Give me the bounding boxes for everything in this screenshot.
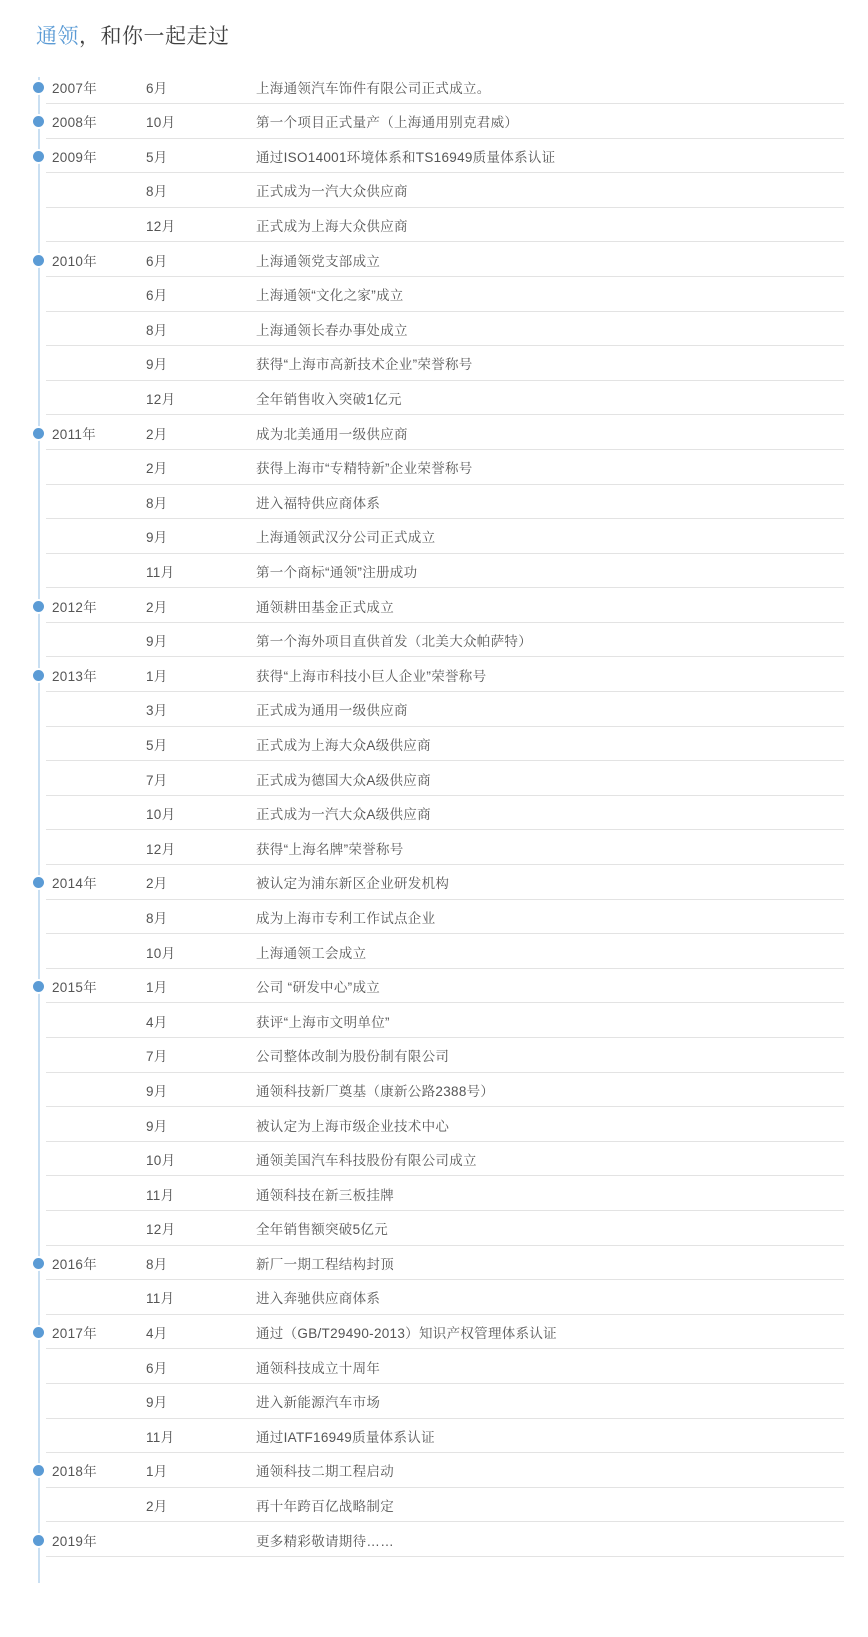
timeline-row	[0, 104, 868, 139]
timeline-row	[0, 692, 868, 727]
timeline-row	[0, 1211, 868, 1246]
timeline-row	[0, 1315, 868, 1350]
timeline-year-label: 2017年	[52, 1326, 98, 1342]
timeline-year-label: 2011年	[52, 426, 97, 442]
timeline-month-label: 6月	[146, 253, 168, 269]
timeline-body	[0, 69, 868, 1557]
timeline-dot-icon	[33, 255, 44, 266]
company-timeline	[0, 69, 868, 1583]
timeline-row	[0, 173, 868, 208]
timeline-event-text: 正式成为上海大众供应商	[256, 219, 408, 235]
timeline-row	[0, 139, 868, 174]
timeline-event-text: 通过IATF16949质量体系认证	[256, 1429, 435, 1445]
timeline-month-label: 6月	[146, 288, 168, 304]
timeline-event-text: 通领科技成立十周年	[256, 1360, 381, 1376]
timeline-event-text: 通领科技新厂奠基（康新公路2388号）	[256, 1083, 495, 1099]
timeline-dot-icon	[33, 428, 44, 439]
timeline-row	[0, 1142, 868, 1177]
timeline-row	[0, 900, 868, 935]
timeline-row	[0, 450, 868, 485]
timeline-event-text: 获得“上海市高新技术企业”荣誉称号	[256, 357, 473, 373]
timeline-month-label: 11月	[146, 1291, 175, 1307]
timeline-event-text: 新厂一期工程结构封顶	[256, 1256, 394, 1272]
timeline-row	[0, 1384, 868, 1419]
timeline-row	[0, 1107, 868, 1142]
timeline-month-label: 10月	[146, 115, 176, 131]
timeline-event-text: 获得“上海名牌”荣誉称号	[256, 841, 404, 857]
timeline-year-group	[0, 865, 868, 969]
timeline-month-label: 9月	[146, 1395, 168, 1411]
timeline-event-text: 正式成为一汽大众A级供应商	[256, 807, 431, 823]
timeline-month-label: 12月	[146, 219, 176, 235]
timeline-month-label: 2月	[146, 599, 168, 615]
timeline-event-text: 成为北美通用一级供应商	[256, 426, 408, 442]
timeline-event-text: 通过ISO14001环境体系和TS16949质量体系认证	[256, 149, 556, 165]
timeline-month-label: 2月	[146, 876, 168, 892]
timeline-row	[0, 1280, 868, 1315]
timeline-month-label: 2月	[146, 461, 168, 477]
timeline-month-label: 10月	[146, 945, 176, 961]
timeline-year-group	[0, 104, 868, 139]
timeline-event-text: 公司 “研发中心”成立	[256, 980, 381, 996]
timeline-event-text: 再十年跨百亿战略制定	[256, 1499, 394, 1515]
timeline-month-label: 9月	[146, 530, 168, 546]
timeline-month-label: 8月	[146, 184, 168, 200]
timeline-event-text: 获得上海市“专精特新”企业荣誉称号	[256, 461, 473, 477]
timeline-event-text: 成为上海市专利工作试点企业	[256, 910, 436, 926]
timeline-year-group	[0, 969, 868, 1246]
timeline-event-text: 上海通领汽车饰件有限公司正式成立。	[256, 80, 491, 96]
timeline-year-group	[0, 1522, 868, 1557]
timeline-month-label: 11月	[146, 1429, 175, 1445]
timeline-dot-icon	[33, 1327, 44, 1338]
timeline-event-text: 正式成为一汽大众供应商	[256, 184, 408, 200]
timeline-event-text: 通过（GB/T29490-2013）知识产权管理体系认证	[256, 1326, 557, 1342]
timeline-year-group	[0, 139, 868, 243]
timeline-event-text: 通领耕田基金正式成立	[256, 599, 394, 615]
timeline-row	[0, 415, 868, 450]
timeline-event-text: 上海通领武汉分公司正式成立	[256, 530, 436, 546]
timeline-row	[0, 1246, 868, 1281]
timeline-month-label: 12月	[146, 1222, 176, 1238]
timeline-event-text: 获得“上海市科技小巨人企业”荣誉称号	[256, 668, 487, 684]
timeline-dot-icon	[33, 151, 44, 162]
timeline-year-label: 2008年	[52, 115, 98, 131]
timeline-month-label: 7月	[146, 772, 168, 788]
timeline-row	[0, 312, 868, 347]
timeline-month-label: 5月	[146, 149, 168, 165]
timeline-row	[0, 934, 868, 969]
timeline-row	[0, 830, 868, 865]
page-title-suffix: ，和你一起走过	[79, 25, 230, 48]
timeline-year-group	[0, 242, 868, 415]
timeline-row	[0, 208, 868, 243]
brand-name: 通领	[36, 25, 79, 48]
timeline-event-text: 通领美国汽车科技股份有限公司成立	[256, 1153, 477, 1169]
timeline-month-label: 9月	[146, 1083, 168, 1099]
timeline-event-text: 被认定为浦东新区企业研发机构	[256, 876, 450, 892]
timeline-year-label: 2009年	[52, 149, 98, 165]
timeline-dot-icon	[33, 1535, 44, 1546]
timeline-event-text: 上海通领长春办事处成立	[256, 322, 408, 338]
timeline-month-label: 10月	[146, 807, 176, 823]
timeline-row	[0, 69, 868, 104]
timeline-year-label: 2013年	[52, 668, 98, 684]
timeline-row	[0, 969, 868, 1004]
timeline-row	[0, 485, 868, 520]
timeline-year-group	[0, 1315, 868, 1453]
timeline-row	[0, 1488, 868, 1523]
timeline-month-label: 1月	[146, 980, 168, 996]
timeline-event-text: 上海通领“文化之家”成立	[256, 288, 404, 304]
timeline-dot-icon	[33, 82, 44, 93]
timeline-row	[0, 554, 868, 589]
timeline-month-label: 12月	[146, 392, 176, 408]
timeline-month-label: 10月	[146, 1153, 176, 1169]
timeline-year-group	[0, 657, 868, 865]
timeline-row	[0, 242, 868, 277]
timeline-row	[0, 1453, 868, 1488]
timeline-row	[0, 519, 868, 554]
timeline-month-label: 9月	[146, 634, 168, 650]
timeline-event-text: 通领科技二期工程启动	[256, 1464, 394, 1480]
timeline-month-label: 4月	[146, 1326, 168, 1342]
timeline-event-text: 进入奔驰供应商体系	[256, 1291, 381, 1307]
timeline-dot-icon	[33, 1258, 44, 1269]
timeline-month-label: 1月	[146, 1464, 168, 1480]
timeline-dot-icon	[33, 670, 44, 681]
timeline-month-label: 2月	[146, 426, 168, 442]
timeline-row	[0, 1003, 868, 1038]
timeline-month-label: 7月	[146, 1049, 168, 1065]
timeline-year-label: 2018年	[52, 1464, 98, 1480]
timeline-year-group	[0, 1453, 868, 1522]
timeline-event-text: 第一个海外项目直供首发（北美大众帕萨特）	[256, 634, 532, 650]
timeline-event-text: 被认定为上海市级企业技术中心	[256, 1118, 450, 1134]
timeline-row	[0, 796, 868, 831]
timeline-month-label: 2月	[146, 1499, 168, 1515]
timeline-month-label: 9月	[146, 357, 168, 373]
timeline-month-label: 4月	[146, 1014, 168, 1030]
timeline-year-label: 2012年	[52, 599, 98, 615]
timeline-event-text: 全年销售收入突破1亿元	[256, 392, 402, 408]
timeline-row	[0, 1073, 868, 1108]
timeline-month-label: 8月	[146, 910, 168, 926]
timeline-row	[0, 865, 868, 900]
timeline-event-text: 更多精彩敬请期待……	[256, 1533, 394, 1549]
timeline-row	[0, 381, 868, 416]
timeline-row	[0, 1038, 868, 1073]
timeline-event-text: 进入新能源汽车市场	[256, 1395, 381, 1411]
timeline-year-group	[0, 1246, 868, 1315]
timeline-row	[0, 623, 868, 658]
timeline-event-text: 正式成为德国大众A级供应商	[256, 772, 431, 788]
timeline-row	[0, 277, 868, 312]
timeline-year-label: 2010年	[52, 253, 98, 269]
timeline-year-label: 2019年	[52, 1533, 98, 1549]
page-title	[0, 0, 868, 51]
timeline-month-label: 11月	[146, 1187, 175, 1203]
timeline-row	[0, 657, 868, 692]
timeline-month-label: 5月	[146, 737, 168, 753]
timeline-month-label: 8月	[146, 1256, 168, 1272]
timeline-event-text: 通领科技在新三板挂牌	[256, 1187, 394, 1203]
timeline-row	[0, 761, 868, 796]
timeline-month-label: 1月	[146, 668, 168, 684]
timeline-year-label: 2014年	[52, 876, 98, 892]
timeline-event-text: 获评“上海市文明单位”	[256, 1014, 390, 1030]
timeline-row	[0, 346, 868, 381]
timeline-row	[0, 1419, 868, 1454]
timeline-event-text: 上海通领工会成立	[256, 945, 367, 961]
timeline-row	[0, 1176, 868, 1211]
timeline-event-text: 第一个商标“通领”注册成功	[256, 565, 418, 580]
timeline-event-text: 进入福特供应商体系	[256, 495, 381, 511]
timeline-row	[0, 1522, 868, 1557]
timeline-year-label: 2007年	[52, 80, 98, 96]
timeline-event-text: 正式成为上海大众A级供应商	[256, 737, 431, 753]
timeline-month-label: 8月	[146, 322, 168, 338]
timeline-month-label: 12月	[146, 841, 176, 857]
timeline-year-label: 2015年	[52, 980, 98, 996]
timeline-dot-icon	[33, 601, 44, 612]
timeline-row	[0, 1349, 868, 1384]
timeline-month-label: 11月	[146, 565, 175, 580]
timeline-year-group	[0, 69, 868, 104]
timeline-year-label: 2016年	[52, 1256, 98, 1272]
timeline-row	[0, 588, 868, 623]
timeline-month-label: 3月	[146, 703, 168, 719]
timeline-month-label: 6月	[146, 80, 168, 96]
timeline-year-group	[0, 415, 868, 588]
timeline-month-label: 8月	[146, 495, 168, 511]
timeline-event-text: 正式成为通用一级供应商	[256, 703, 408, 719]
timeline-year-group	[0, 588, 868, 657]
timeline-row	[0, 727, 868, 762]
timeline-event-text: 全年销售额突破5亿元	[256, 1222, 389, 1238]
timeline-month-label: 6月	[146, 1360, 168, 1376]
timeline-event-text: 第一个项目正式量产（上海通用别克君威）	[256, 115, 519, 131]
timeline-month-label: 9月	[146, 1118, 168, 1134]
timeline-event-text: 上海通领党支部成立	[256, 253, 381, 269]
timeline-event-text: 公司整体改制为股份制有限公司	[256, 1049, 450, 1065]
